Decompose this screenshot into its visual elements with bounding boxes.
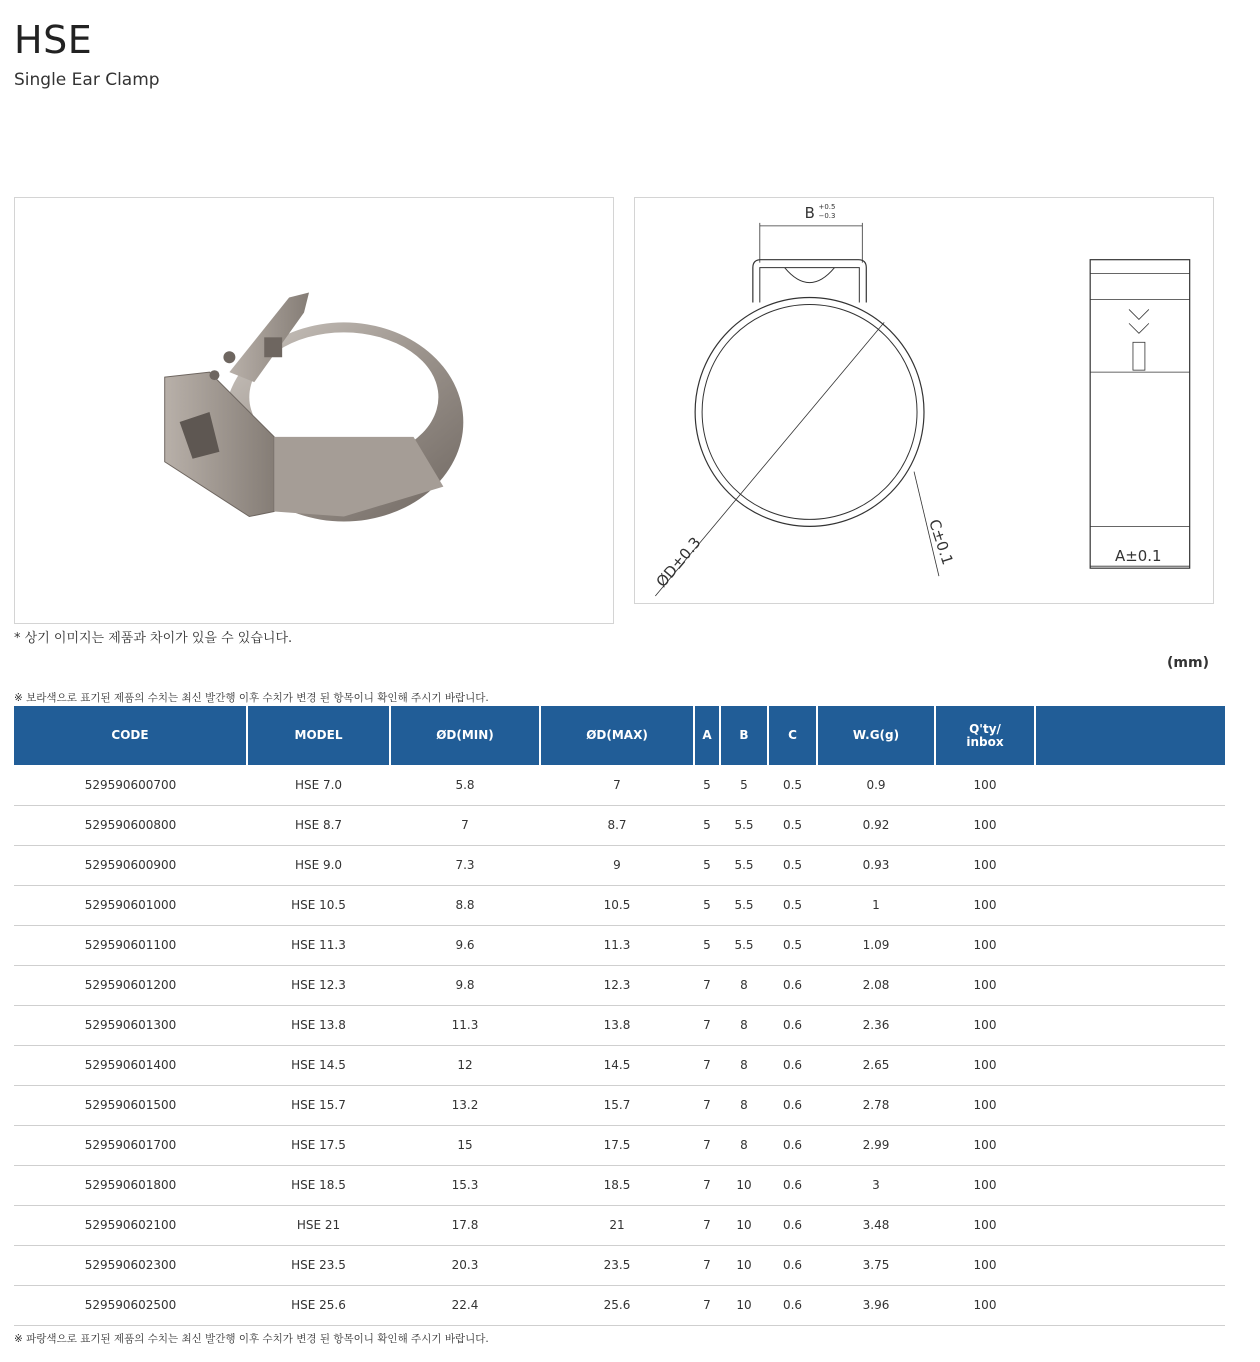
table-row [14,1285,1225,1325]
cell-b: 10 [720,1245,768,1285]
cell-a: 7 [694,1045,720,1085]
cell-qty: 100 [935,845,1035,885]
cell-c: 0.6 [768,1005,817,1045]
cell-d-min: 5.8 [390,765,540,805]
table-row [14,965,1225,1005]
cell-a: 5 [694,845,720,885]
cell-a: 7 [694,1165,720,1205]
header-weight: W.G(g) [817,706,935,765]
cell-blank [1035,1165,1225,1205]
cell-c: 0.5 [768,805,817,845]
cell-qty: 100 [935,1045,1035,1085]
label-a: A±0.1 [1115,547,1162,566]
product-title: HSE [14,18,93,62]
cell-d-max: 7 [540,765,694,805]
cell-code: 529590601000 [14,885,247,925]
table-header-row [14,706,1225,765]
cell-d-max: 18.5 [540,1165,694,1205]
cell-d-min: 17.8 [390,1205,540,1245]
cell-a: 7 [694,1125,720,1165]
cell-c: 0.6 [768,1285,817,1325]
cell-code: 529590600800 [14,805,247,845]
ear-outline [753,260,866,303]
cell-d-min: 20.3 [390,1245,540,1285]
cell-d-max: 12.3 [540,965,694,1005]
cell-d-max: 15.7 [540,1085,694,1125]
cell-d-max: 14.5 [540,1045,694,1085]
cell-d-min: 7 [390,805,540,845]
cell-code: 529590602300 [14,1245,247,1285]
cell-blank [1035,805,1225,845]
cell-c: 0.5 [768,845,817,885]
cell-c: 0.5 [768,765,817,805]
cell-code: 529590600900 [14,845,247,885]
cell-model: HSE 23.5 [247,1245,390,1285]
label-b: B [804,203,815,222]
cell-d-max: 10.5 [540,885,694,925]
cell-model: HSE 15.7 [247,1085,390,1125]
cell-c: 0.6 [768,1205,817,1245]
cell-code: 529590601400 [14,1045,247,1085]
cell-a: 5 [694,925,720,965]
cell-qty: 100 [935,885,1035,925]
header-a: A [694,706,720,765]
cell-code: 529590600700 [14,765,247,805]
cell-model: HSE 21 [247,1205,390,1245]
image-disclaimer: * 상기 이미지는 제품과 차이가 있을 수 있습니다. [14,631,293,646]
cell-b: 5 [720,765,768,805]
table-row [14,1085,1225,1125]
spec-table [14,706,1225,1326]
cell-weight: 2.36 [817,1005,935,1045]
cell-code: 529590601500 [14,1085,247,1125]
cell-b: 8 [720,1045,768,1085]
cell-qty: 100 [935,1005,1035,1045]
header-qty-line1: Q'ty/ [969,721,1001,736]
cell-qty: 100 [935,965,1035,1005]
cell-model: HSE 17.5 [247,1125,390,1165]
cell-blank [1035,845,1225,885]
header-model: MODEL [247,706,390,765]
header-d-max: ØD(MAX) [540,706,694,765]
cell-d-max: 25.6 [540,1285,694,1325]
cell-c: 0.6 [768,1165,817,1205]
cell-d-min: 9.8 [390,965,540,1005]
cell-d-min: 15.3 [390,1165,540,1205]
cell-blank [1035,885,1225,925]
header-b: B [720,706,768,765]
cell-blank [1035,1125,1225,1165]
cell-code: 529590601300 [14,1005,247,1045]
cell-d-max: 21 [540,1205,694,1245]
cell-model: HSE 7.0 [247,765,390,805]
table-row [14,1165,1225,1205]
cell-d-max: 8.7 [540,805,694,845]
cell-b: 10 [720,1285,768,1325]
cell-qty: 100 [935,1245,1035,1285]
header-blank [1035,706,1225,765]
table-row [14,925,1225,965]
cell-d-max: 23.5 [540,1245,694,1285]
cell-b: 5.5 [720,885,768,925]
cell-d-min: 13.2 [390,1085,540,1125]
cell-d-min: 9.6 [390,925,540,965]
cell-blank [1035,925,1225,965]
cell-b: 8 [720,1125,768,1165]
ear-arc [785,268,835,283]
cell-a: 7 [694,965,720,1005]
cell-model: HSE 8.7 [247,805,390,845]
cell-model: HSE 9.0 [247,845,390,885]
cell-model: HSE 18.5 [247,1165,390,1205]
cell-qty: 100 [935,765,1035,805]
cell-b: 10 [720,1165,768,1205]
cell-c: 0.6 [768,1125,817,1165]
cell-qty: 100 [935,1285,1035,1325]
cell-weight: 1 [817,885,935,925]
cell-a: 7 [694,1085,720,1125]
cell-model: HSE 11.3 [247,925,390,965]
blue-notice: ※ 파랑색으로 표기된 제품의 수치는 최신 발간행 이후 수치가 변경 된 항목이니 확인해 주시기 바랍니다. [14,1333,489,1345]
product-subtitle: Single Ear Clamp [14,70,160,90]
cell-weight: 2.99 [817,1125,935,1165]
cell-d-min: 8.8 [390,885,540,925]
cell-blank [1035,1245,1225,1285]
cell-model: HSE 12.3 [247,965,390,1005]
header-d-min: ØD(MIN) [390,706,540,765]
table-row [14,805,1225,845]
cell-a: 7 [694,1005,720,1045]
cell-d-min: 7.3 [390,845,540,885]
cell-b: 8 [720,1085,768,1125]
cell-d-min: 12 [390,1045,540,1085]
table-row [14,1045,1225,1085]
cell-c: 0.6 [768,1045,817,1085]
table-row [14,765,1225,805]
cell-blank [1035,965,1225,1005]
cell-model: HSE 13.8 [247,1005,390,1045]
cell-qty: 100 [935,1085,1035,1125]
cell-d-min: 22.4 [390,1285,540,1325]
product-photo [14,197,614,624]
cell-qty: 100 [935,1125,1035,1165]
header-qty [935,706,1035,765]
cell-d-min: 15 [390,1125,540,1165]
table-row [14,1005,1225,1045]
cell-d-max: 17.5 [540,1125,694,1165]
cell-a: 5 [694,805,720,845]
cell-b: 10 [720,1205,768,1245]
cell-c: 0.5 [768,885,817,925]
cell-d-max: 9 [540,845,694,885]
cell-blank [1035,1005,1225,1045]
cell-weight: 2.08 [817,965,935,1005]
cell-code: 529590601700 [14,1125,247,1165]
cell-c: 0.6 [768,1085,817,1125]
cell-code: 529590601100 [14,925,247,965]
header-qty-line2: inbox [966,734,1004,749]
label-b-tol-plus: +0.5 [818,202,836,211]
table-row [14,1245,1225,1285]
table-row [14,845,1225,885]
clamp-drawing-svg [635,198,1213,603]
cell-qty: 100 [935,805,1035,845]
cell-b: 8 [720,965,768,1005]
cell-code: 529590601800 [14,1165,247,1205]
cell-model: HSE 10.5 [247,885,390,925]
cell-blank [1035,765,1225,805]
technical-drawing [634,197,1214,604]
table-row [14,885,1225,925]
cell-code: 529590602100 [14,1205,247,1245]
cell-a: 7 [694,1245,720,1285]
purple-notice: ※ 보라색으로 표기된 제품의 수치는 최신 발간행 이후 수치가 변경 된 항목이니 확인해 주시기 바랍니다. [14,692,489,704]
cell-weight: 3 [817,1165,935,1205]
cell-weight: 3.96 [817,1285,935,1325]
cell-model: HSE 25.6 [247,1285,390,1325]
cell-qty: 100 [935,1205,1035,1245]
cell-a: 7 [694,1285,720,1325]
header-c: C [768,706,817,765]
cell-c: 0.6 [768,965,817,1005]
cell-blank [1035,1205,1225,1245]
label-d: ØD±0.3 [652,533,705,591]
label-c: C±0.1 [925,517,957,567]
cell-weight: 0.93 [817,845,935,885]
side-view [1090,260,1190,568]
cell-b: 8 [720,1005,768,1045]
cell-c: 0.5 [768,925,817,965]
cell-b: 5.5 [720,845,768,885]
cell-blank [1035,1045,1225,1085]
cell-a: 7 [694,1205,720,1245]
cell-weight: 0.9 [817,765,935,805]
unit-label: (mm) [1167,655,1209,671]
cell-b: 5.5 [720,805,768,845]
cell-a: 5 [694,765,720,805]
cell-weight: 1.09 [817,925,935,965]
cell-code: 529590602500 [14,1285,247,1325]
cell-qty: 100 [935,1165,1035,1205]
cell-weight: 3.48 [817,1205,935,1245]
cell-blank [1035,1285,1225,1325]
table-body [14,765,1225,1325]
cell-d-min: 11.3 [390,1005,540,1045]
cell-d-max: 13.8 [540,1005,694,1045]
table-row [14,1205,1225,1245]
cell-d-max: 11.3 [540,925,694,965]
cell-qty: 100 [935,925,1035,965]
cell-weight: 2.65 [817,1045,935,1085]
cell-model: HSE 14.5 [247,1045,390,1085]
cell-blank [1035,1085,1225,1125]
table-row [14,1125,1225,1165]
cell-weight: 2.78 [817,1085,935,1125]
cell-code: 529590601200 [14,965,247,1005]
cell-b: 5.5 [720,925,768,965]
cell-c: 0.6 [768,1245,817,1285]
cell-weight: 3.75 [817,1245,935,1285]
header-code: CODE [14,706,247,765]
label-b-tol-minus: −0.3 [818,211,836,220]
cell-a: 5 [694,885,720,925]
clamp-photo-illustration [15,198,613,623]
cell-weight: 0.92 [817,805,935,845]
